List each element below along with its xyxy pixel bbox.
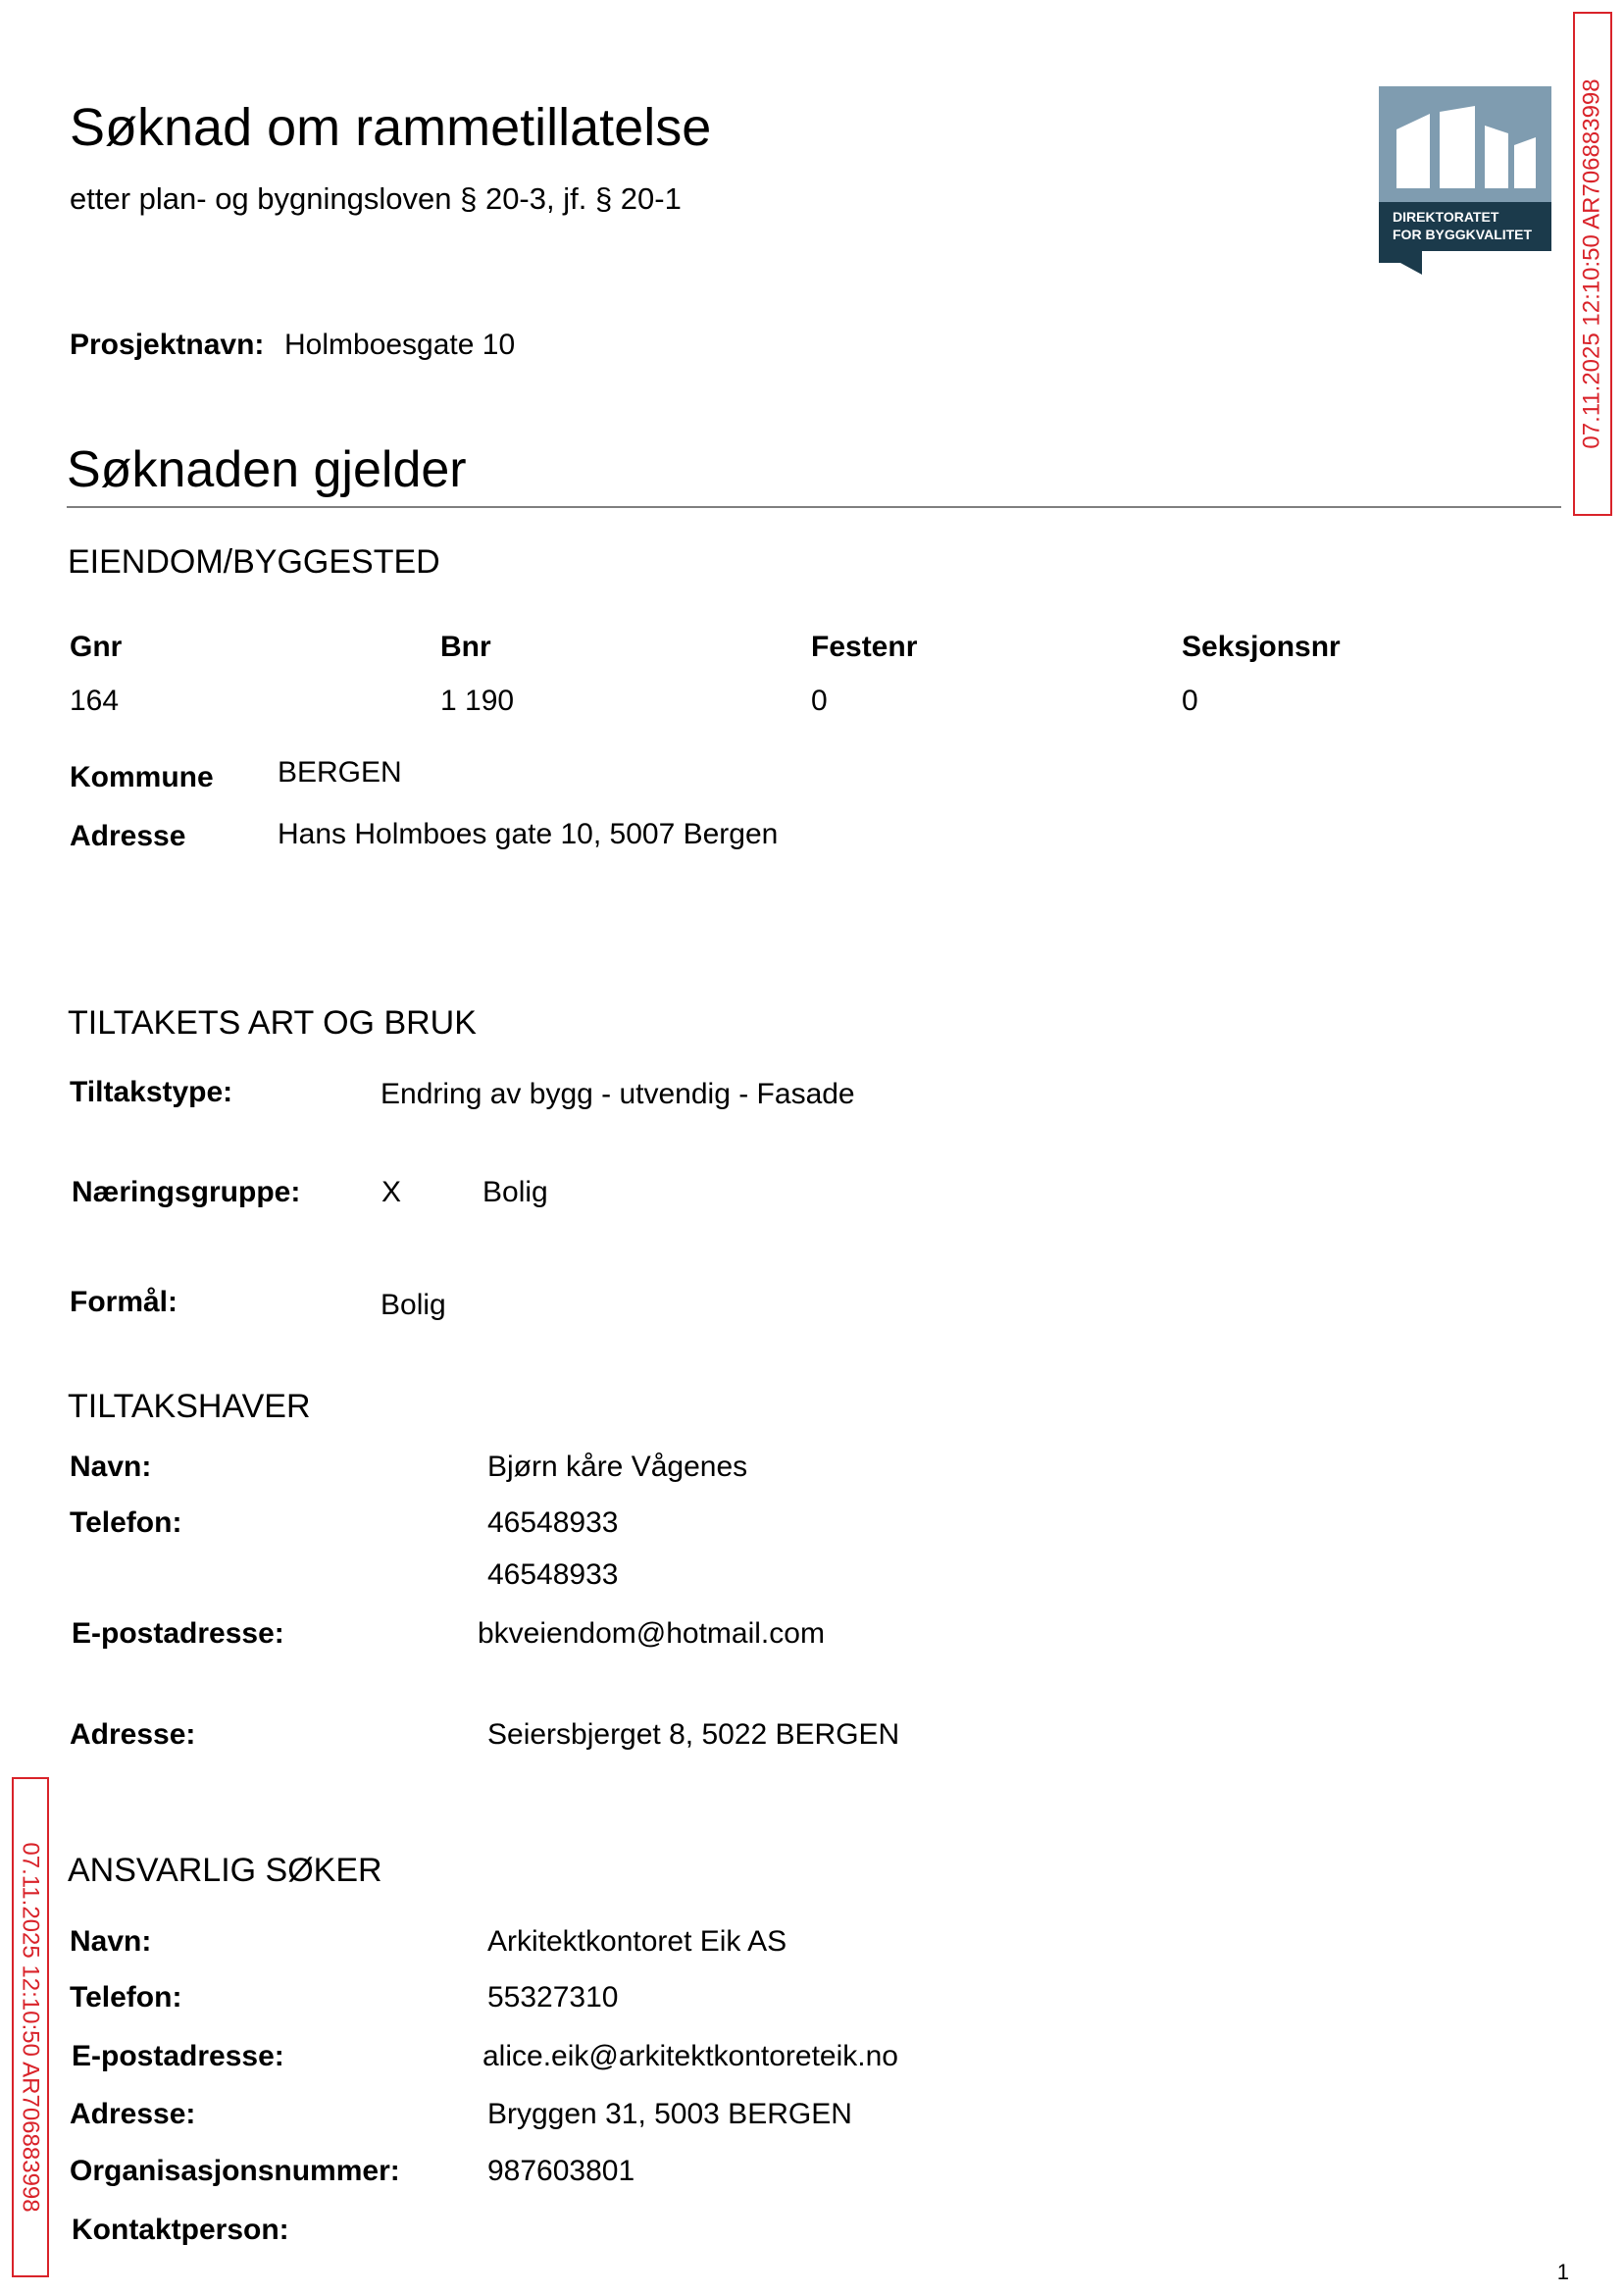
bnr-value: 1 190 [440,685,515,717]
page-subtitle: etter plan- og bygningsloven § 20-3, jf. § 20-1 [70,181,682,216]
tiltakstype-label: Tiltakstype: [70,1076,233,1108]
ansvarlig-epost-value: alice.eik@arkitektkontoreteik.no [482,2040,898,2072]
timestamp-stamp-top [1573,12,1612,516]
tiltak-heading: TILTAKETS ART OG BRUK [68,1004,477,1042]
gnr-label: Gnr [70,631,123,663]
seksjonsnr-value: 0 [1182,685,1198,717]
tiltakshaver-epost-value: bkveiendom@hotmail.com [478,1617,825,1650]
page-number: 1 [1556,2260,1569,2284]
dibk-logo-icon [1379,86,1551,275]
tiltakshaver-adresse-value: Seiersbjerget 8, 5022 BERGEN [487,1718,900,1751]
ansvarlig-telefon-label: Telefon: [70,1981,182,2014]
tiltakshaver-telefon-value-2: 46548933 [487,1558,619,1591]
logo-line2: FOR BYGGKVALITET [1393,227,1533,242]
gnr-value: 164 [70,685,120,717]
section-heading-soknaden: Søknaden gjelder [67,441,467,498]
adresse-label: Adresse [70,820,186,852]
kommune-label: Kommune [70,761,214,793]
page-title: Søknad om rammetillatelse [70,98,712,157]
adresse-value: Hans Holmboes gate 10, 5007 Bergen [278,818,779,850]
ansvarlig-orgnr-label: Organisasjonsnummer: [70,2155,400,2187]
tiltakstype-value: Endring av bygg - utvendig - Fasade [381,1078,855,1110]
tiltakshaver-heading: TILTAKSHAVER [68,1388,311,1425]
ansvarlig-adresse-value: Bryggen 31, 5003 BERGEN [487,2098,852,2130]
tiltakshaver-telefon-value: 46548933 [487,1506,619,1539]
tiltakshaver-navn-value: Bjørn kåre Vågenes [487,1451,748,1483]
ansvarlig-telefon-value: 55327310 [487,1981,619,2014]
bnr-label: Bnr [440,631,491,663]
stamp-text-side: 07.11.2025 12:10:50 AR706883998 [18,1842,44,2213]
ansvarlig-kontaktperson-label: Kontaktperson: [72,2214,289,2246]
ansvarlig-navn-label: Navn: [70,1925,152,1958]
ansvarlig-heading: ANSVARLIG SØKER [68,1852,382,1889]
festenr-label: Festenr [811,631,918,663]
timestamp-stamp-side [12,1777,49,2277]
formal-value: Bolig [381,1289,446,1321]
ansvarlig-epost-label: E-postadresse: [72,2040,284,2072]
dibk-logo [1379,86,1551,275]
eiendom-heading: EIENDOM/BYGGESTED [68,543,440,581]
naeringsgruppe-label: Næringsgruppe: [72,1176,301,1208]
tiltakshaver-telefon-label: Telefon: [70,1506,182,1539]
ansvarlig-navn-value: Arkitektkontoret Eik AS [487,1925,787,1958]
festenr-value: 0 [811,685,828,717]
ansvarlig-orgnr-value: 987603801 [487,2155,635,2187]
ansvarlig-adresse-label: Adresse: [70,2098,196,2130]
project-name-value: Holmboesgate 10 [284,329,516,361]
stamp-text-top: 07.11.2025 12:10:50 AR706883998 [1579,78,1605,449]
tiltakshaver-navn-label: Navn: [70,1451,152,1483]
logo-line1: DIREKTORATET [1393,209,1499,225]
naeringsgruppe-value: Bolig [482,1176,548,1208]
formal-label: Formål: [70,1286,178,1318]
naeringsgruppe-code: X [381,1176,402,1208]
project-name-label: Prosjektnavn: [70,329,265,361]
section-divider [67,506,1561,508]
seksjonsnr-label: Seksjonsnr [1182,631,1341,663]
tiltakshaver-epost-label: E-postadresse: [72,1617,284,1650]
tiltakshaver-adresse-label: Adresse: [70,1718,196,1751]
kommune-value: BERGEN [278,756,402,789]
